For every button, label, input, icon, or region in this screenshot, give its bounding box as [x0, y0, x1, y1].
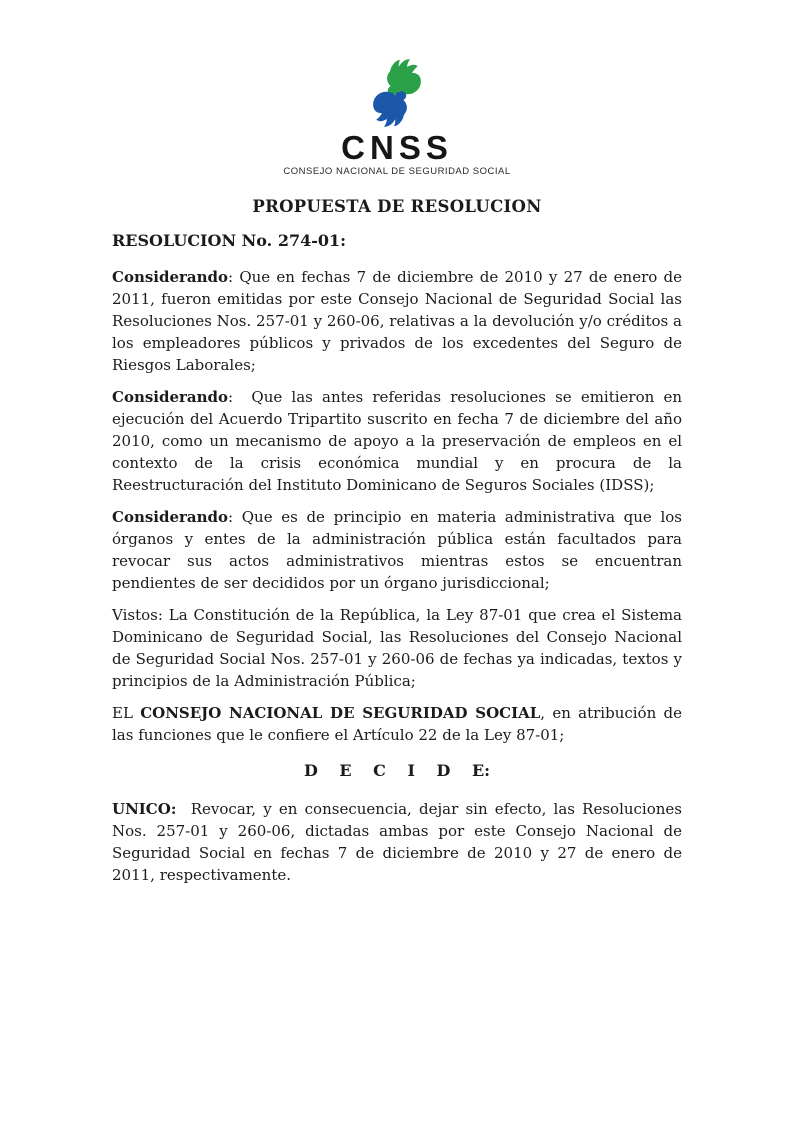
decide-heading: D E C I D E:	[303, 760, 491, 780]
paragraph-considerando-1	[112, 266, 687, 376]
paragraph-body-text: : Que las antes referidas resoluciones se emitieron en ejecución del Acuerdo Tripartito suscrito en fecha 7 de diciembre del año 2010, como un mecanismo de apoyo a la preservación de empleos en el contexto de la crisis económica mundial y en procura de la Reestructuración del Instituto Dominicano de Seguros Sociales (IDSS);	[112, 387, 687, 494]
paragraph-body-text: : Que es de principio en materia administrativa que los órganos y entes de la administración pública están facultados para revocar sus actos administrativos mientras estos se encuentran pendientes de ser decididos por un órgano jurisdiccional;	[112, 507, 687, 592]
paragraph-vistos	[112, 604, 687, 692]
paragraph-body-text: Revocar, y en consecuencia, dejar sin efecto, las Resoluciones Nos. 257-01 y 260-06, dictadas ambas por este Consejo Nacional de Seguridad Social en fechas 7 de diciembre de 2010 y 27 de enero de 2011, respectivamente.	[112, 799, 687, 884]
paragraph-pre-text: EL	[112, 703, 141, 722]
paragraph-pre-text: Vistos: La Constitución de la República, la Ley 87-01 que crea el Sistema Dominicano de Seguridad Social, las Resoluciones del Consejo Nacional de Seguridad Social Nos. 257-01 y 260-06 de fechas ya indicadas, textos y principios de la Administración Pública;	[112, 605, 687, 690]
logo-subtitle: CONSEJO NACIONAL DE SEGURIDAD SOCIAL	[283, 166, 511, 177]
paragraph-unico	[112, 798, 687, 886]
paragraph-lead-bold: CONSEJO NACIONAL DE SEGURIDAD SOCIAL	[140, 703, 541, 722]
paragraph-lead-bold: UNICO:	[112, 799, 177, 818]
blue-hand-icon	[373, 91, 407, 127]
cnss-hands-logo-icon	[358, 56, 436, 130]
paragraph-lead-bold: Considerando	[112, 267, 229, 286]
logo-acronym: CNSS	[341, 129, 453, 166]
cnss-logo	[112, 56, 682, 177]
paragraph-body-text: : Que en fechas 7 de diciembre de 2010 y 27 de enero de 2011, fueron emitidas por este Consejo Nacional de Seguridad Social las Resoluciones Nos. 257-01 y 260-06, relativas a la devolución y/o créditos a los empleadores públicos y privados de los excedentes del Seguro de Riesgos Laborales;	[112, 267, 687, 374]
green-hand-icon	[387, 59, 421, 95]
paragraph-considerando-3	[112, 506, 687, 594]
paragraph-lead-bold: Considerando	[112, 387, 229, 406]
paragraph-lead-bold: Considerando	[112, 507, 229, 526]
resolution-number: RESOLUCION No. 274-01:	[112, 230, 347, 250]
paragraph-atribucion	[112, 702, 687, 746]
document-title: PROPUESTA DE RESOLUCION	[252, 196, 542, 216]
paragraph-considerando-2	[112, 386, 687, 496]
paragraph-body-text: , en atribución de las funciones que le confiere el Artículo 22 de la Ley 87-01;	[112, 703, 687, 744]
